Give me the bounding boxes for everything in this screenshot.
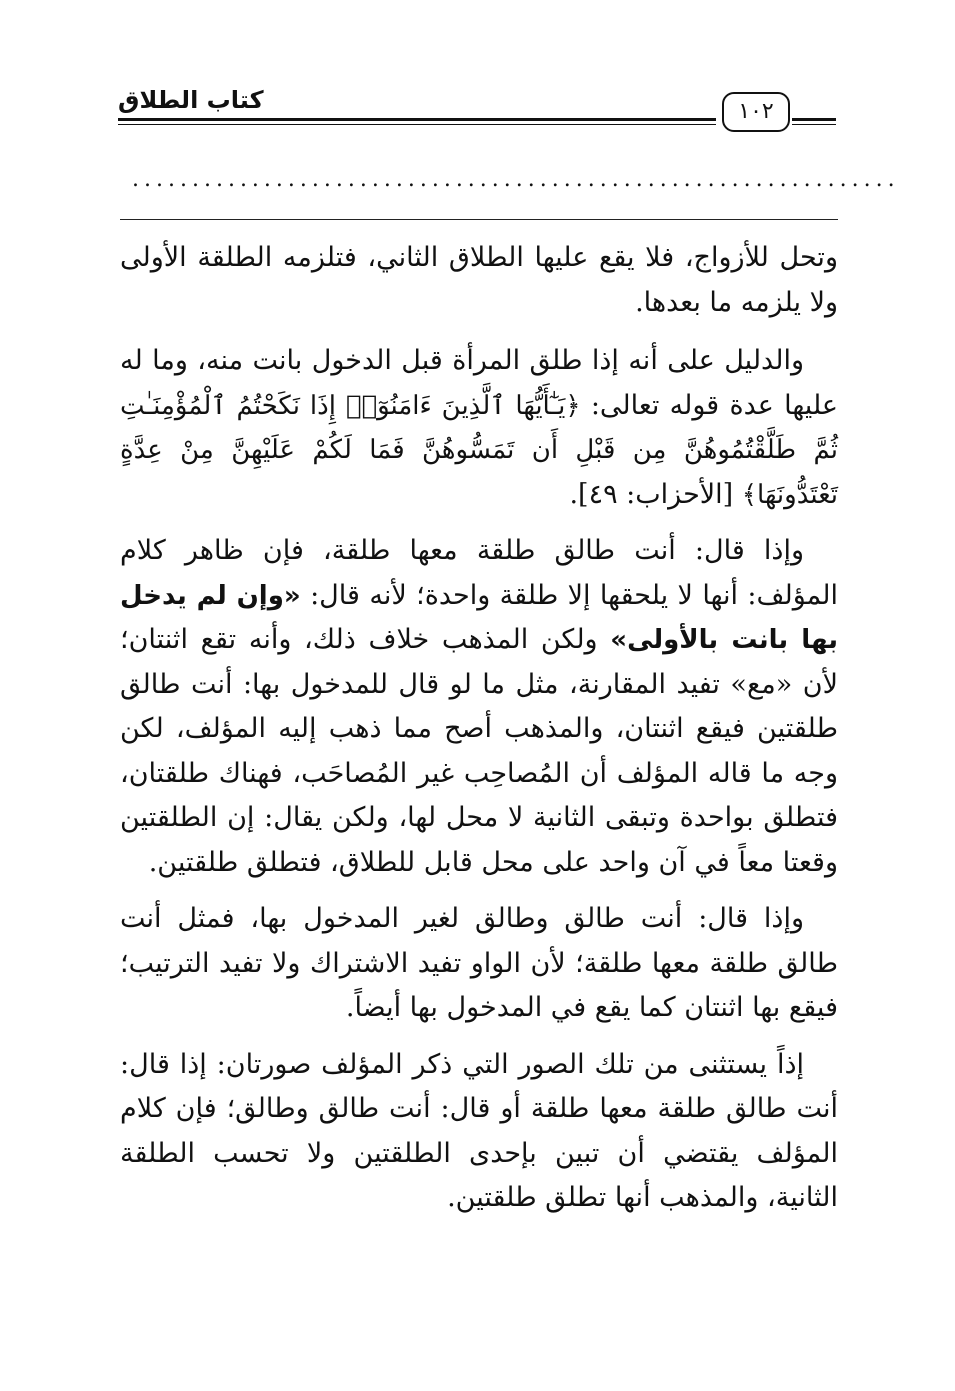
page-header (118, 84, 836, 134)
paragraph-text: وإذا قال: أنت طالق طلقة معها طلقة، فإن ظاهر كلام المؤلف: أنها لا يلحقها إلا طلقة واحدة؛ لأنه قال: (120, 535, 838, 611)
paragraph-3 (120, 529, 838, 885)
paragraph-2 (120, 339, 838, 517)
paragraph-4 (120, 897, 838, 1031)
paragraph-text: والدليل على أنه إذا طلق المرأة قبل الدخول بانت منه، وما له عليها عدة قوله تعالى: (120, 345, 839, 421)
book-title: كتاب الطلاق (118, 86, 264, 114)
dotted-separator: ................................................................ (132, 167, 900, 192)
header-rule (118, 118, 716, 121)
content-divider (120, 219, 838, 220)
paragraph-text: إذاً يستثنى من تلك الصور التي ذكر المؤلف صورتان: إذا قال: أنت طالق طلقة معها طلقة أو قال: أنت طالق وطالق؛ فإن كلام المؤلف يقتضي أن تبين بإحدى الطلقتين ولا تحسب الطلقة الثانية، والمذهب أنها تطلق طلقتين. (120, 1048, 838, 1213)
paragraph-text: وإذا قال: أنت طالق وطالق لغير المدخول بها، فمثل أنت طالق طلقة معها طلقة؛ لأن الواو تفيد الاشتراك ولا تفيد الترتيب؛ فيقع بها اثنتان كما يقع في المدخول بها أيضاً. (120, 903, 838, 1023)
verse-citation: [الأحزاب: ٤٩]. (569, 478, 742, 510)
quoted-text: «وإن لم يدخل بها بانت بالأولى» (120, 580, 838, 655)
paragraph-1 (120, 236, 838, 325)
paragraph-text-continued: ولكن المذهب خلاف ذلك، وأنه تقع اثنتان؛ لأن «مع» تفيد المقارنة، مثل ما لو قال للمدخول بها: أنت طالق طلقتين فيقع اثنتان، والمذهب أصح مما ذهب إليه المؤلف، لكن وجه ما قاله المؤلف أن المُصاحِب غير المُصاحَب، فهناك طلقتان، فتطلق بواحدة وتبقى الثانية لا محل لها، ولكن يقال: إن الطلقتين وقعتا معاً في آن واحد على محل قابل للطلاق، فتطلق طلقتين. (120, 624, 838, 878)
paragraph-text: وتحل للأزواج، فلا يقع عليها الطلاق الثاني، فتلزمه الطلقة الأولى ولا يلزمه ما بعدها. (120, 242, 838, 318)
page-body (120, 236, 838, 1233)
page-number: ١٠٢ (722, 92, 790, 132)
header-rule-right (792, 118, 836, 121)
quran-verse: ﴿يَـٰٓأَيُّهَا ٱلَّذِينَ ءَامَنُوٓا۟ إِذَا نَكَحْتُمُ ٱلْمُؤْمِنَـٰتِ ثُمَّ طَلَّقْتُمُوهُنَّ مِن قَبْلِ أَن تَمَسُّوهُنَّ فَمَا لَكُمْ عَلَيْهِنَّ مِنْ عِدَّةٍ تَعْتَدُّونَهَا﴾ (120, 390, 838, 510)
header-rule-thin (118, 124, 716, 125)
paragraph-5 (120, 1043, 838, 1221)
header-rule-right-thin (792, 124, 836, 125)
